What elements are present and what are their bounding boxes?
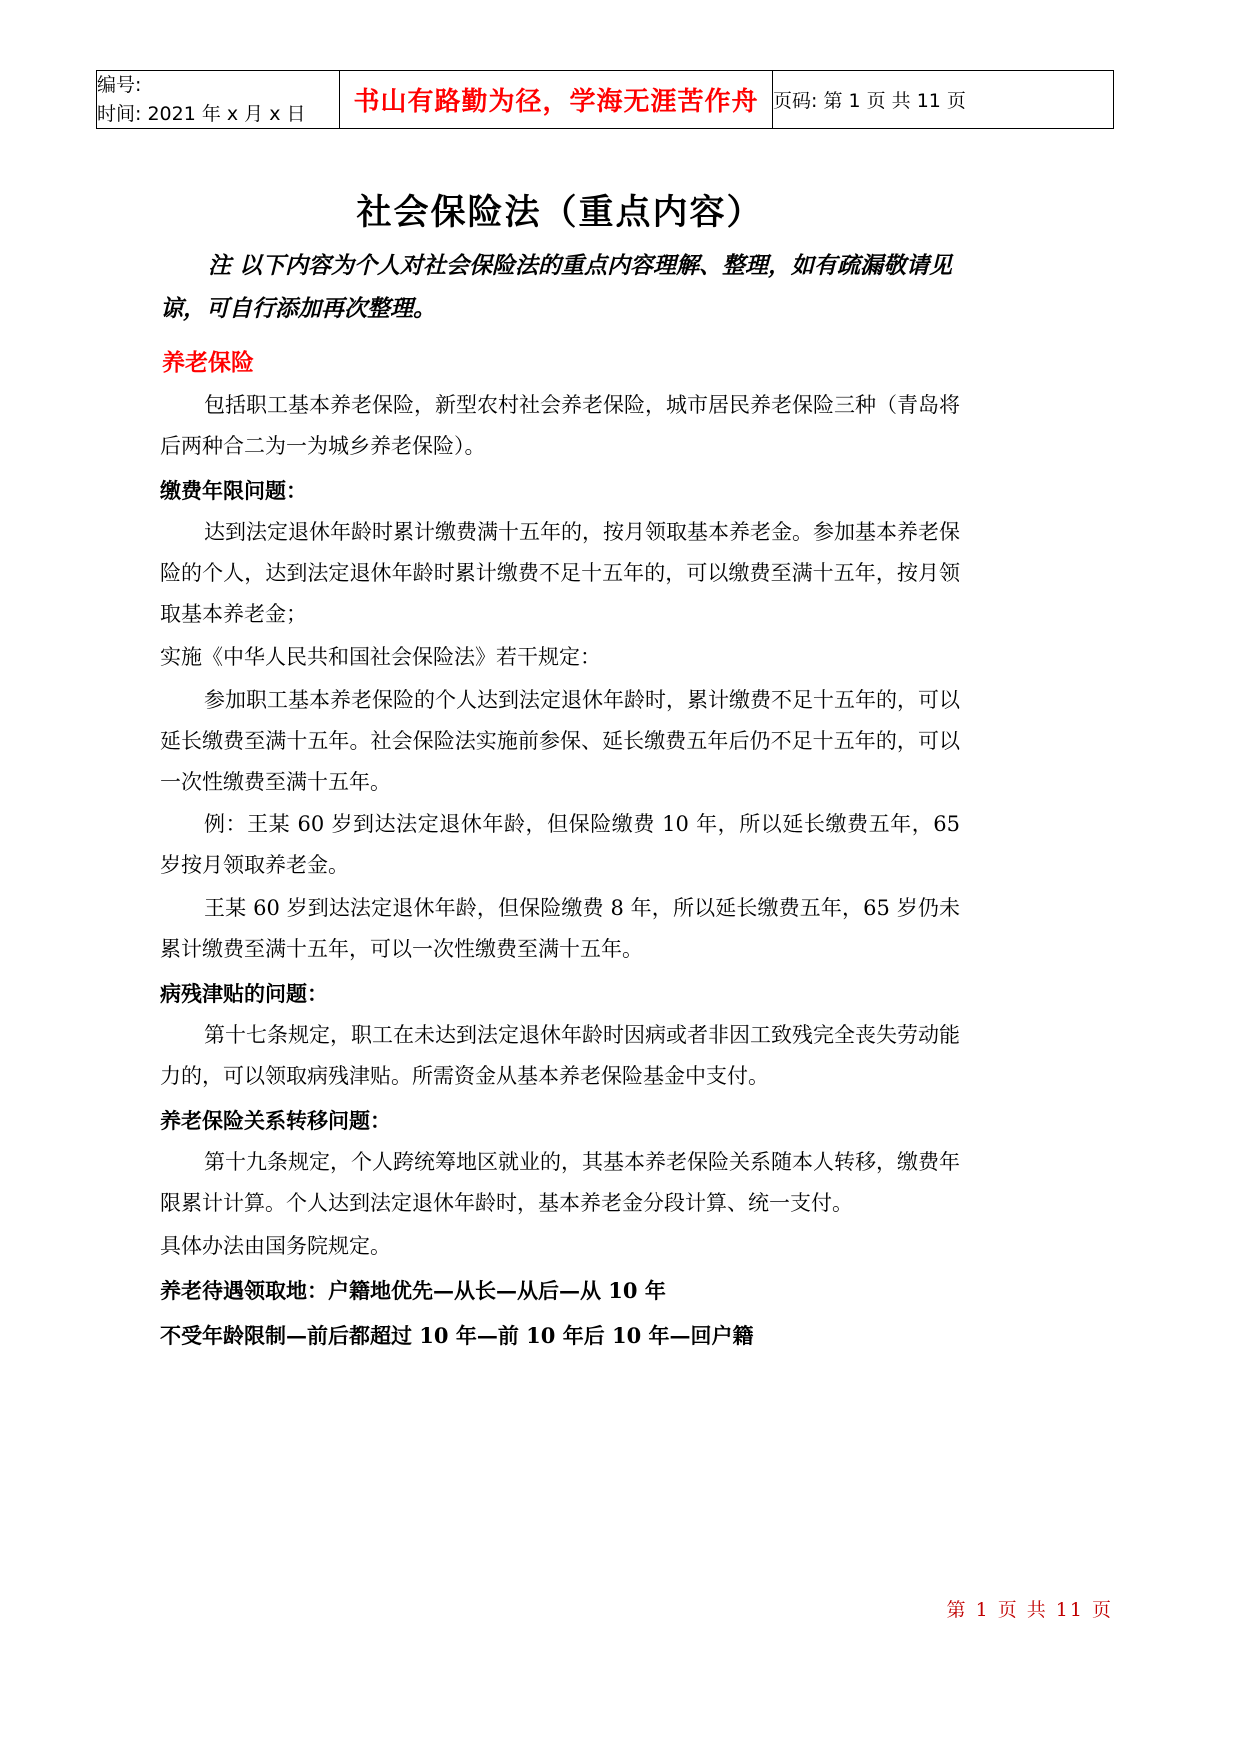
document-body xyxy=(160,185,960,1357)
header-row xyxy=(97,71,1114,129)
paragraph: 第十九条规定，个人跨统筹地区就业的，其基本养老保险关系随本人转移，缴费年限累计计算。个人达到法定退休年龄时，基本养老金分段计算、统一支付。 xyxy=(160,1149,960,1215)
paragraph: 王某 60 岁到达法定退休年龄，但保险缴费 8 年，所以延长缴费五年，65 岁仍未累计缴费至满十五年，可以一次性缴费至满十五年。 xyxy=(160,896,960,962)
paragraph-subheading: 缴费年限问题： xyxy=(160,477,307,503)
paragraph: 达到法定退休年龄时累计缴费满十五年的，按月领取基本养老金。参加基本养老保险的个人，达到法定退休年龄时累计缴费不足十五年的，可以缴费至满十五年，按月领取基本养老金； xyxy=(160,519,960,626)
paragraph: 包括职工基本养老保险，新型农村社会养老保险，城市居民养老保险三种（青岛将后两种合二为一为城乡养老保险）。 xyxy=(160,393,960,459)
paragraph-subheading: 不受年龄限制—前后都超过 10 年—前 10 年后 10 年—回户籍 xyxy=(160,1322,754,1348)
document-note: 注 以下内容为个人对社会保险法的重点内容理解、整理，如有疏漏敬请见谅，可自行添加再次整理。 xyxy=(160,252,953,322)
paragraph: 第十七条规定，职工在未达到法定退休年龄时因病或者非因工致残完全丧失劳动能力的，可以领取病残津贴。所需资金从基本养老保险基金中支付。 xyxy=(160,1023,960,1089)
paragraph: 具体办法由国务院规定。 xyxy=(160,1233,391,1258)
header-number-label: 编号: xyxy=(97,74,142,96)
header-slogan: 书山有路勤为径，学海无涯苦作舟 xyxy=(340,71,773,129)
paragraph-subheading: 养老待遇领取地：户籍地优先—从长—从后—从 10 年 xyxy=(160,1277,666,1303)
header-time-label: 时间: 2021 年 x 月 x 日 xyxy=(97,102,306,125)
page-footer: 第 1 页 共 11 页 xyxy=(946,1599,1113,1621)
header-meta-cell xyxy=(97,71,340,129)
paragraph: 实施《中华人民共和国社会保险法》若干规定： xyxy=(160,644,601,669)
header-table xyxy=(96,70,1114,129)
page-title: 社会保险法（重点内容） xyxy=(356,192,764,233)
paragraph-subheading: 养老保险关系转移问题： xyxy=(160,1108,391,1134)
paragraph-subheading: 病残津贴的问题： xyxy=(160,981,328,1007)
paragraph: 例：王某 60 岁到达法定退休年龄，但保险缴费 10 年，所以延长缴费五年，65 岁按月领取养老金。 xyxy=(160,812,960,878)
section-heading-pension: 养老保险 xyxy=(162,349,254,377)
paragraph: 参加职工基本养老保险的个人达到法定退休年龄时，累计缴费不足十五年的，可以延长缴费至满十五年。社会保险法实施前参保、延长缴费五年后仍不足十五年的，可以一次性缴费至满十五年。 xyxy=(160,687,960,794)
header-page-label: 页码: 第 1 页 共 11 页 xyxy=(773,71,1114,129)
